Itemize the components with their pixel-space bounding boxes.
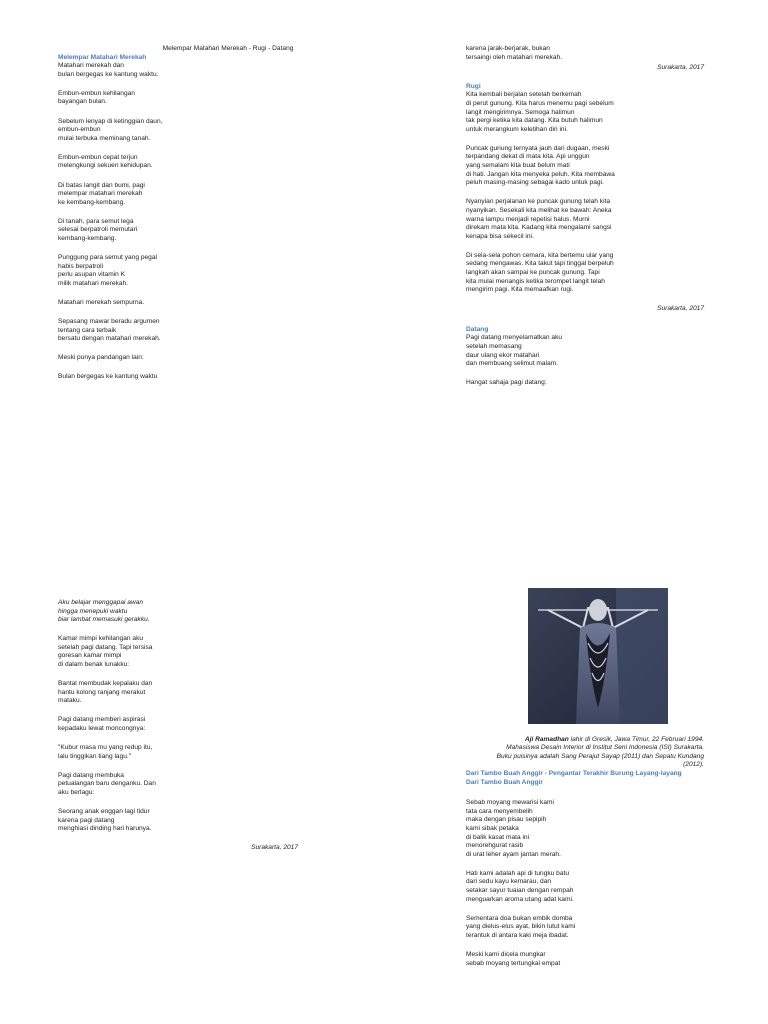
page-header: Melempar Matahari Merekah - Rugi - Datang <box>162 45 294 52</box>
stanza: Sebelum lenyap di ketinggian daun, embun-embun mulai terbuka meminang tanah. <box>58 117 163 142</box>
stanza: Meski punya pandangan lain: <box>58 354 144 362</box>
poem-title-rugi: Rugi <box>466 82 481 90</box>
stanza: "Kubur masa mu yang redup itu, lalu tinggikan tiang lagu." <box>58 744 153 760</box>
stanza: Sepasang mawar beradu argumen tentang cara terbaik bersatu dengan matahari merekah. <box>58 318 161 343</box>
author-name: Aji Ramadhan <box>524 735 569 743</box>
stanza: Sebab moyang mewarisi kami tata cara menyembelih maka dengan pisau sepipih kami sibak petaka di balik kasat mata ini menorehgurat rasib di urat leher ayam jantan merah. <box>466 799 561 858</box>
place-date: Surakarta, 2017 <box>657 64 704 72</box>
stanza: Punggung para semut yang pegal habis berpatroli perlu asupan vitamin K milik matahari merekah. <box>58 254 157 287</box>
place-date: Surakarta, 2017 <box>251 844 298 852</box>
stanza: Di sela-sela pohon cemara, kita bertemu ular yang sedang mengawas. Kita takut tapi tinggal berpeluh langkah akan sampai ke puncak gunung. Tapi kita mulai menangis ketika terompet langit telah mengirim pagi. Kita memaafkan rugi. <box>466 251 614 294</box>
author-bio <box>440 727 704 770</box>
stanza: Embun-embun cepat terjun melengkungi sekuen kehidupan. <box>58 153 153 170</box>
stanza: Kita kembali berjalan setelah berkemah di perut gunung. Kita harus menemu pagi sebelum langit mengirimnya. Semoga halimun tak pergi ketika kita datang. Kita butuh halimun untuk merangkum keletihan diri ini. <box>466 91 614 133</box>
poem-title-melempar: Melempar Matahari Merekah <box>58 53 147 61</box>
stanza: Pagi datang menyelamatkan aku setelah memasang daur ulang ekor matahari dan membuang selimut malam. <box>466 334 563 368</box>
photo-illustration <box>528 588 668 724</box>
stanza: Hangat sahaja pagi datang: <box>466 379 547 387</box>
stanza: Pagi datang membuka petualangan baru denganku. Dan aku berlagu: <box>58 771 156 796</box>
poem-title-tambo-line1: Dari Tambo Buah Anggir - Pengantar Terakhir Burung Layang-layang <box>466 769 682 777</box>
stanza: Sementara doa bukan embik domba yang dielus-elus ayat, bikin lutut kami terantuk di antara kaki meja ibadat. <box>466 914 576 939</box>
right-column-top <box>466 45 704 398</box>
stanza: Matahari merekah sempurna. <box>58 298 145 306</box>
stanza: Matahari merekah dan bulan bergegas ke kantung waktu. <box>58 62 159 78</box>
stanza: Kamar mimpi kehilangan aku setelah pagi datang. Tapi tersisa goresan kamar mimpi di dalam benak lunakku: <box>58 635 153 669</box>
stanza: Hati kami adalah api di tungku batu dari sedu kayu kemarau, dan setakar sayur tuaian dengan rempah menguarkan aroma utang adat kami. <box>466 869 574 903</box>
place-date: Surakarta, 2017 <box>657 305 704 313</box>
stanza: Pagi datang memberi aspirasi kepadaku lewat moncongnya: <box>58 716 146 733</box>
stanza: Bantal membudak kepalaku dan hantu kolong ranjang merakut mataku. <box>58 680 153 705</box>
left-column-top <box>58 45 298 393</box>
epigraph: Aku belajar menggapai awan hingga menepuki waktu biar lambat memasuki gerakku. <box>58 599 150 624</box>
stanza: Embun-embun kehilangan bayangan bulan. <box>58 89 135 106</box>
bio-text: lahir di Gresik, Jawa Timur, 22 Februari 1994. Mahasiswa Desain Interior di Institut Seni Indonesia (ISI) Surakarta. Buku puisinya adalah Sang Perajut Sayap (2011) dan Sepatu Kundang (2012). <box>496 735 704 769</box>
stanza: Seorang anak enggan lagi tidur karena pagi datang menghiasi dinding hari harunya. <box>58 808 152 833</box>
stanza: Meski kami dicela mungkar sebab moyang tertungkai empat <box>466 950 561 967</box>
stanza: karena jarak-berjarak, bukan tersaingi oleh matahari merekah. <box>466 45 563 61</box>
stanza: Bulan bergegas ke kantung waktu <box>58 373 158 381</box>
stanza: Nyanyian perjalanan ke puncak gunung telah kita nyanyikan. Sesekali kita melihat ke bawah: Aneka warna lampu menjadi repetisi halus. Murni direkam mata kita. Kadang kita mengalami sangsi kenapa bisa sekecil ini. <box>466 198 612 240</box>
stanza: Di tanah, para semut lega selesai berpatroli memutari kembang-kembang. <box>58 217 138 242</box>
author-photo <box>528 588 668 724</box>
stanza: Di batas langit dan bumi, pagi melempar matahari merekah ke kembang-kembang. <box>58 181 145 206</box>
poem-title-datang: Datang <box>466 325 489 333</box>
stanza: Puncak gunung ternyata jauh dari dugaan, meski terpandang dekat di mata kita. Api unggun yang semalam kita buat belum mati di hati. Jangan kita menyeka peluh. Kita membawa peluh masing-masing sebagai kado untuk pagi. <box>466 144 615 187</box>
left-column-bottom <box>58 599 298 853</box>
right-column-bottom <box>440 727 704 979</box>
poem-title-tambo-line2: Dari Tambo Buah Anggir <box>466 778 543 786</box>
